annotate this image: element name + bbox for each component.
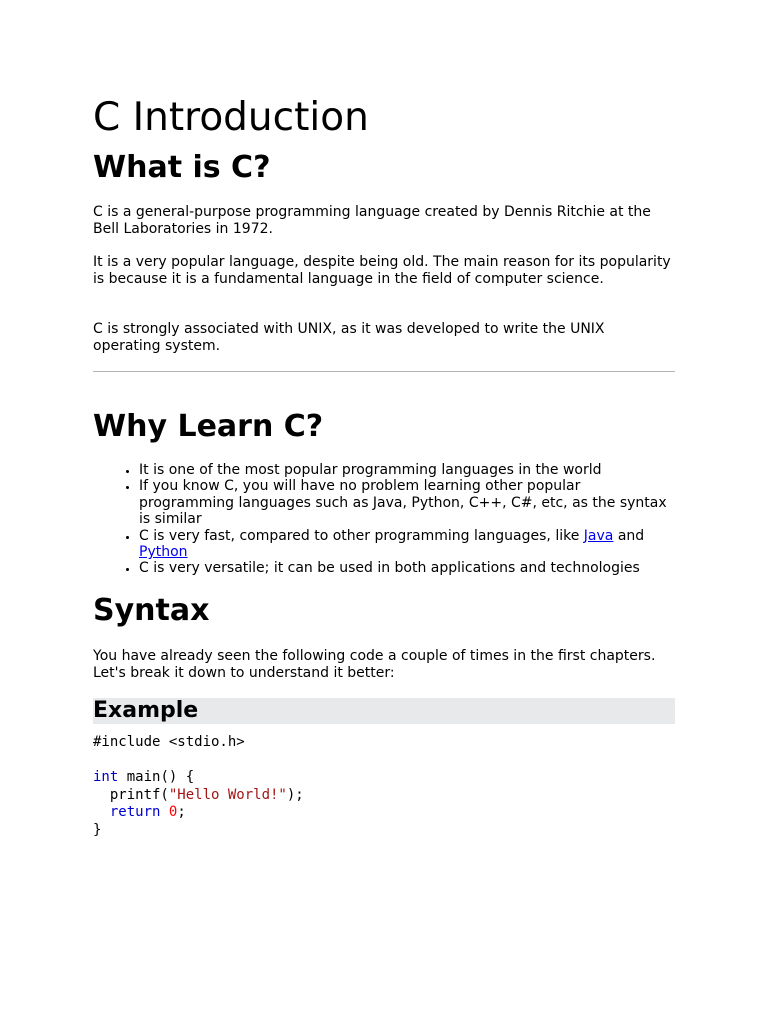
example-heading: Example bbox=[93, 698, 199, 723]
code-number-zero: 0 bbox=[168, 804, 178, 820]
python-link[interactable]: Python bbox=[139, 544, 188, 561]
list-item-text: C is very versatile; it can be used in both applications and technologies bbox=[139, 560, 640, 577]
section-divider bbox=[93, 371, 675, 372]
java-link[interactable]: Java bbox=[583, 527, 614, 544]
code-keyword-return: return bbox=[109, 804, 161, 820]
code-main-signature: main() { bbox=[118, 769, 195, 785]
list-item bbox=[139, 462, 675, 478]
heading-why-learn-c: Why Learn C? bbox=[93, 409, 324, 444]
heading-syntax: Syntax bbox=[93, 593, 210, 628]
code-indent bbox=[93, 804, 110, 820]
list-item bbox=[139, 560, 675, 576]
why-learn-list bbox=[93, 462, 675, 577]
heading-what-is-c: What is C? bbox=[93, 150, 271, 185]
list-item-text: If you know C, you will have no problem learning other popular programming languages such as Java, Python, C++, C#, etc, as the syntax is similar bbox=[139, 478, 667, 528]
code-printf-open: printf( bbox=[93, 786, 169, 803]
paragraph-what-1: C is a general-purpose programming language created by Dennis Ritchie at the Bell Laboratories in 1972. bbox=[93, 204, 651, 237]
code-close-brace: } bbox=[93, 821, 102, 838]
paragraph-syntax: You have already seen the following code a couple of times in the first chapters. Let's break it down to understand it better: bbox=[93, 648, 656, 681]
list-item-text: C is very fast, compared to other programming languages, like bbox=[139, 527, 580, 544]
paragraph-what-3: C is strongly associated with UNIX, as it was developed to write the UNIX operating system. bbox=[93, 321, 605, 354]
conjunction-text: and bbox=[617, 527, 645, 544]
code-include: #include <stdio.h> bbox=[93, 734, 245, 750]
code-string-hello: "Hello World!" bbox=[168, 786, 287, 803]
code-space bbox=[160, 804, 168, 820]
code-block bbox=[93, 734, 304, 839]
example-header bbox=[93, 698, 675, 724]
list-item-text: It is one of the most popular programming languages in the world bbox=[139, 462, 602, 478]
code-semicolon: ; bbox=[177, 804, 186, 820]
code-printf-close: ); bbox=[286, 786, 304, 803]
page-title: C Introduction bbox=[93, 95, 369, 140]
paragraph-what-2: It is a very popular language, despite being old. The main reason for its popularity is because it is a fundamental language in the field of computer science. bbox=[93, 254, 671, 287]
list-item bbox=[139, 528, 675, 561]
code-keyword-int: int bbox=[93, 769, 119, 785]
list-item bbox=[139, 478, 675, 527]
